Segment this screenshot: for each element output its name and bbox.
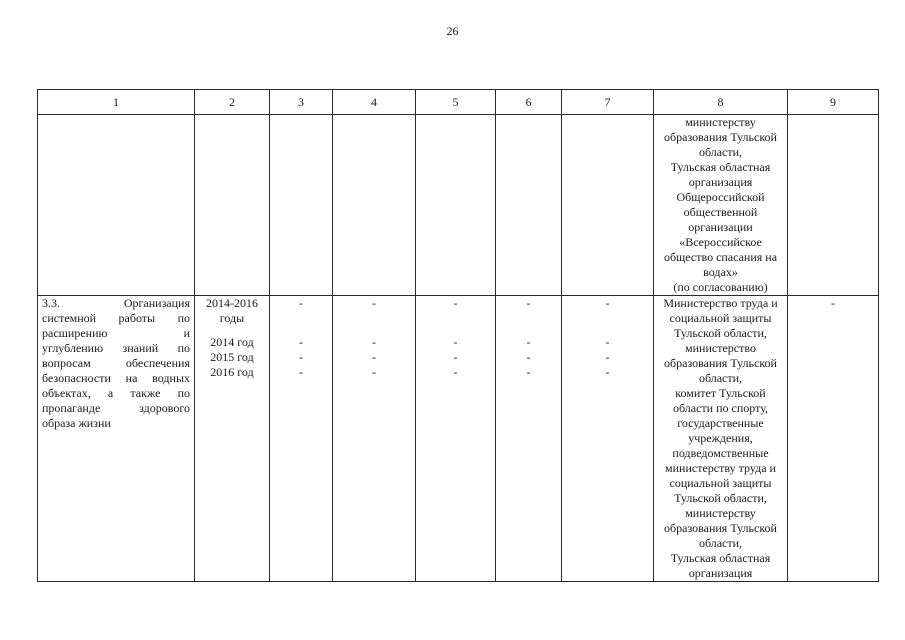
dash-value: - — [299, 296, 303, 310]
column-header-3: 3 — [270, 90, 333, 115]
cell-empty — [496, 115, 562, 296]
executor-line: Тульская областная — [670, 551, 771, 565]
executor-line: образования Тульской — [664, 521, 777, 535]
executor-line: Министерство труда и — [663, 296, 778, 310]
dash-value: - — [453, 350, 458, 364]
dash-value: - — [605, 350, 610, 364]
note-cell — [788, 296, 879, 582]
executor-line: Общероссийской — [676, 190, 765, 204]
period-range: 2014-2016 — [206, 296, 258, 310]
executor-line: учреждения, — [688, 431, 753, 445]
activity-description — [38, 296, 195, 582]
column-header-4: 4 — [333, 90, 416, 115]
period-unit: годы — [219, 311, 245, 325]
executor-line: министерство — [685, 341, 756, 355]
period-year: 2014 год — [210, 335, 254, 349]
activity-line: пропаганде здорового — [42, 401, 190, 415]
responsible-executors — [654, 296, 788, 582]
funding-cell-col5 — [416, 296, 496, 582]
executor-line: комитет Тульской — [675, 386, 766, 400]
cell-empty — [38, 115, 195, 296]
executor-line: общественной — [683, 205, 758, 219]
column-header-5: 5 — [416, 90, 496, 115]
activity-line: 3.3. Организация — [42, 296, 190, 310]
dash-value: - — [372, 296, 376, 310]
dash-value: - — [299, 350, 303, 364]
activity-plan-table — [37, 89, 879, 582]
dash-value: - — [453, 335, 458, 349]
funding-cell-col4 — [333, 296, 416, 582]
executor-line: Тульской области, — [674, 491, 767, 505]
executor-line: области по спорту, — [672, 401, 768, 415]
executor-line: организация — [688, 175, 753, 189]
executor-line: области, — [698, 371, 743, 385]
executor-line: организации — [688, 220, 753, 234]
dash-value: - — [526, 335, 531, 349]
executor-line: Тульская областная — [670, 160, 771, 174]
dash-value: - — [372, 335, 376, 349]
activity-line: системной работы по — [42, 311, 190, 325]
dash-value: - — [299, 335, 303, 349]
dash-value: - — [526, 350, 531, 364]
column-header-1: 1 — [38, 90, 195, 115]
executor-line: области, — [698, 536, 743, 550]
executor-line: государственные — [677, 416, 764, 430]
activity-line: безопасности на водных — [42, 371, 190, 385]
executor-line: области, — [698, 145, 743, 159]
dash-value: - — [605, 335, 610, 349]
cell-empty — [195, 115, 270, 296]
period-year: 2015 год — [210, 350, 254, 364]
activity-line: вопросам обеспечения — [42, 356, 190, 370]
cell-empty — [562, 115, 654, 296]
table-row-3-3 — [38, 296, 879, 582]
dash-value: - — [526, 365, 531, 379]
executor-line: министерству — [685, 506, 756, 520]
dash-value: - — [831, 296, 835, 310]
executor-line: образования Тульской — [664, 130, 777, 144]
table-row-continuation — [38, 115, 879, 296]
dash-value: - — [526, 296, 531, 310]
cell-empty — [788, 115, 879, 296]
dash-value: - — [605, 365, 610, 379]
funding-cell-col7 — [562, 296, 654, 582]
executor-line: Тульской области, — [674, 326, 767, 340]
cell-empty — [270, 115, 333, 296]
activity-line: углублению знаний по — [42, 341, 190, 355]
dash-value: - — [372, 365, 376, 379]
implementation-period — [195, 296, 270, 582]
period-year: 2016 год — [210, 365, 254, 379]
executor-line: общество спасания на — [663, 250, 778, 264]
page-number: 26 — [446, 24, 459, 38]
cell-empty — [416, 115, 496, 296]
executor-line: (по согласованию) — [673, 280, 768, 294]
executor-line: организация — [688, 566, 753, 580]
dash-value: - — [453, 296, 458, 310]
funding-cell-col3 — [270, 296, 333, 582]
executor-line: образования Тульской — [664, 356, 777, 370]
executor-line: подведомственные — [672, 446, 769, 460]
activity-line: объектах, а также по — [42, 386, 190, 400]
dash-value: - — [372, 350, 376, 364]
responsible-executors-continuation — [654, 115, 788, 296]
executor-line: министерству труда и — [665, 461, 776, 475]
activity-line: расширению и — [42, 326, 190, 340]
dash-value: - — [605, 296, 610, 310]
dash-value: - — [453, 365, 458, 379]
dash-value: - — [299, 365, 303, 379]
executor-line: министерству — [685, 115, 756, 129]
table-header-row — [38, 90, 879, 115]
column-header-7: 7 — [562, 90, 654, 115]
funding-cell-col6 — [496, 296, 562, 582]
column-header-9: 9 — [788, 90, 879, 115]
cell-empty — [333, 115, 416, 296]
executor-line: социальной защиты — [669, 476, 772, 490]
executor-line: «Всероссийское — [679, 235, 762, 249]
column-header-2: 2 — [195, 90, 270, 115]
executor-line: социальной защиты — [669, 311, 772, 325]
activity-line: образа жизни — [42, 416, 111, 430]
executor-line: водах» — [703, 265, 738, 279]
column-header-8: 8 — [654, 90, 788, 115]
column-header-6: 6 — [496, 90, 562, 115]
